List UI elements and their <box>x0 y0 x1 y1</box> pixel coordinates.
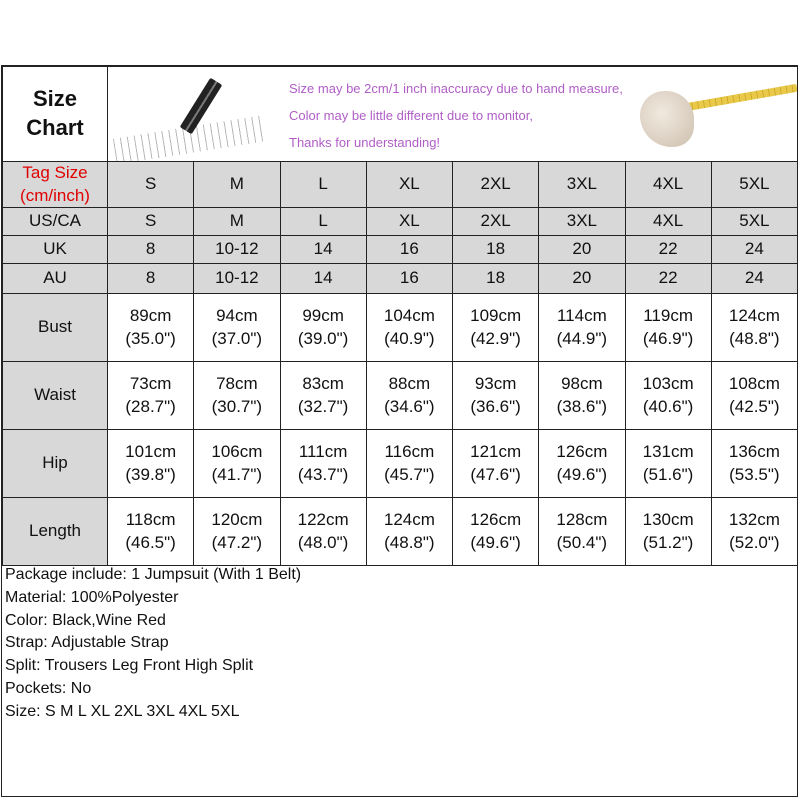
value-line: L <box>318 211 328 231</box>
value-cell <box>625 430 711 498</box>
value-line: (34.6") <box>384 396 435 416</box>
value-cell <box>194 264 280 294</box>
value-line: 106cm <box>211 442 263 462</box>
value-cell <box>280 208 366 236</box>
value-line: (42.5") <box>729 396 780 416</box>
size-chart <box>1 65 798 797</box>
value-cell <box>108 208 194 236</box>
notice-line: Size may be 2cm/1 inch inaccuracy due to hand measure, <box>289 81 623 96</box>
value-line: (53.5") <box>729 464 780 484</box>
value-line: 5XL <box>739 211 770 231</box>
measurement-row <box>3 264 798 294</box>
value-cell <box>108 430 194 498</box>
value-cell <box>366 430 452 498</box>
value-line: 8 <box>145 268 156 288</box>
value-cell <box>539 208 625 236</box>
size-table <box>2 66 798 566</box>
value-line: (48.8") <box>384 532 435 552</box>
value-cell <box>539 498 625 566</box>
value-cell <box>711 430 797 498</box>
value-line: (50.4") <box>556 532 608 552</box>
value-line: (47.6") <box>470 464 521 484</box>
info-line: Split: Trousers Leg Front High Split <box>5 657 254 675</box>
value-line: 116cm <box>384 442 435 462</box>
value-line: 73cm <box>129 374 172 394</box>
value-cell <box>194 208 280 236</box>
value-line: 18 <box>486 268 506 288</box>
value-cell <box>194 430 280 498</box>
value-line: 111cm <box>298 442 348 462</box>
title-line: Chart <box>26 115 84 140</box>
value-line: 119cm <box>643 306 693 326</box>
notice-banner <box>108 67 798 162</box>
value-line: 122cm <box>297 510 349 530</box>
value-cell <box>625 236 711 264</box>
value-cell <box>625 362 711 430</box>
value-cell <box>625 294 711 362</box>
value-line: (38.6") <box>556 396 608 416</box>
notice-line: Color may be little different due to monitor, <box>289 108 533 123</box>
value-line: 20 <box>572 239 592 259</box>
value-line: (30.7") <box>211 396 263 416</box>
header-row <box>3 67 798 162</box>
value-line: 24 <box>744 268 764 288</box>
value-line: (44.9") <box>556 328 608 348</box>
size-header-cell: M <box>194 162 280 208</box>
value-line: 104cm <box>383 306 435 326</box>
value-cell <box>453 498 539 566</box>
value-line: 118cm <box>125 510 176 530</box>
value-cell <box>711 294 797 362</box>
value-line: (43.7") <box>297 464 349 484</box>
value-line: (37.0") <box>211 328 263 348</box>
value-line: 99cm <box>302 306 344 326</box>
value-cell <box>539 236 625 264</box>
measurement-row <box>3 208 798 236</box>
value-line: 132cm <box>728 510 780 530</box>
value-cell <box>108 264 194 294</box>
value-line: (41.7") <box>211 464 263 484</box>
measurement-row <box>3 294 798 362</box>
size-header-cell: 4XL <box>625 162 711 208</box>
value-line: (48.8") <box>729 328 780 348</box>
value-line: (46.9") <box>642 328 694 348</box>
value-line: 22 <box>658 239 678 259</box>
value-cell <box>280 236 366 264</box>
value-line: XL <box>398 211 420 231</box>
value-line: 124cm <box>383 510 435 530</box>
value-line: (40.6") <box>642 396 694 416</box>
value-line: (39.8") <box>125 464 176 484</box>
size-header-cell: XL <box>366 162 452 208</box>
value-line: M <box>229 211 244 231</box>
value-cell <box>625 208 711 236</box>
tag-size-label-line: Tag Size <box>22 163 88 183</box>
value-line: 124cm <box>728 306 780 326</box>
value-line: 94cm <box>216 306 258 326</box>
value-cell <box>108 362 194 430</box>
value-line: 121cm <box>470 442 522 462</box>
value-line: 126cm <box>470 510 522 530</box>
value-cell <box>280 430 366 498</box>
measurement-row <box>3 430 798 498</box>
value-cell <box>711 208 797 236</box>
value-line: (40.9") <box>384 328 435 348</box>
value-cell <box>453 294 539 362</box>
value-cell <box>539 430 625 498</box>
size-header-cell: L <box>280 162 366 208</box>
value-line: 114cm <box>556 306 607 326</box>
value-cell <box>194 362 280 430</box>
value-line: 24 <box>744 239 764 259</box>
value-line: 120cm <box>211 510 263 530</box>
value-line: 131cm <box>642 442 694 462</box>
notice-line: Thanks for understanding! <box>289 135 441 150</box>
value-cell <box>539 362 625 430</box>
value-cell <box>108 294 194 362</box>
value-cell <box>539 264 625 294</box>
value-line: (49.6") <box>470 532 521 552</box>
value-cell <box>366 498 452 566</box>
value-line: (28.7") <box>125 396 176 416</box>
value-line: 136cm <box>728 442 780 462</box>
value-cell <box>453 362 539 430</box>
value-cell <box>711 498 797 566</box>
value-line: 2XL <box>480 211 511 231</box>
value-line: (47.2") <box>211 532 263 552</box>
value-cell <box>108 498 194 566</box>
value-cell <box>280 498 366 566</box>
info-line: Package include: 1 Jumpsuit (With 1 Belt) <box>5 566 302 583</box>
info-line: Size: S M L XL 2XL 3XL 4XL 5XL <box>5 702 240 720</box>
value-cell <box>366 362 452 430</box>
value-cell <box>366 236 452 264</box>
row-label: US/CA <box>3 208 108 236</box>
value-cell <box>366 294 452 362</box>
value-line: 78cm <box>216 374 258 394</box>
title-line: Size <box>32 86 78 112</box>
value-cell <box>453 430 539 498</box>
row-label: AU <box>3 264 108 294</box>
size-header-cell: 5XL <box>711 162 797 208</box>
info-line: Color: Black,Wine Red <box>5 611 166 629</box>
value-line: 22 <box>658 268 678 288</box>
value-line: 4XL <box>653 211 684 231</box>
value-line: 93cm <box>474 374 517 394</box>
value-line: 103cm <box>642 374 694 394</box>
value-cell <box>625 498 711 566</box>
value-line: 108cm <box>728 374 780 394</box>
value-cell <box>280 264 366 294</box>
value-line: (36.6") <box>470 396 521 416</box>
value-line: 101cm <box>125 442 177 462</box>
value-line: 10-12 <box>215 268 259 288</box>
value-line: 14 <box>313 268 333 288</box>
value-cell <box>711 264 797 294</box>
value-line: 88cm <box>388 374 431 394</box>
value-line: 128cm <box>556 510 608 530</box>
value-cell <box>280 294 366 362</box>
value-cell <box>711 236 797 264</box>
value-cell <box>366 208 452 236</box>
value-line: (51.6") <box>642 464 694 484</box>
value-line: 109cm <box>470 306 522 326</box>
value-line: 18 <box>486 239 506 259</box>
value-cell <box>194 294 280 362</box>
value-cell <box>194 498 280 566</box>
row-label: UK <box>3 236 108 264</box>
value-line: (52.0") <box>729 532 780 552</box>
value-cell <box>280 362 366 430</box>
row-label: Hip <box>3 430 108 498</box>
size-header-cell: 2XL <box>453 162 539 208</box>
tag-size-label-line: (cm/inch) <box>20 185 90 205</box>
value-line: (51.2") <box>642 532 694 552</box>
value-line: (48.0") <box>297 532 349 552</box>
value-line: (49.6") <box>556 464 608 484</box>
measurement-row <box>3 498 798 566</box>
value-cell <box>625 264 711 294</box>
product-info <box>5 564 301 724</box>
value-line: 10-12 <box>215 239 259 259</box>
measurement-row <box>3 362 798 430</box>
hand-illustration <box>640 91 694 147</box>
row-label: Bust <box>3 294 108 362</box>
tag-size-row <box>3 162 798 208</box>
info-line: Material: 100%Polyester <box>5 588 179 606</box>
value-line: S <box>144 211 157 231</box>
value-line: (32.7") <box>297 396 349 416</box>
value-line: (46.5") <box>125 532 176 552</box>
row-label: Length <box>3 498 108 566</box>
row-label: Waist <box>3 362 108 430</box>
value-line: 3XL <box>566 211 597 231</box>
value-line: 8 <box>145 239 156 259</box>
value-cell <box>453 236 539 264</box>
value-cell <box>711 362 797 430</box>
value-line: 20 <box>572 268 592 288</box>
value-line: 126cm <box>556 442 608 462</box>
value-line: (42.9") <box>470 328 521 348</box>
value-cell <box>539 294 625 362</box>
tag-size-label <box>3 162 108 208</box>
value-line: 130cm <box>642 510 694 530</box>
value-line: 16 <box>399 239 419 259</box>
value-cell <box>453 264 539 294</box>
value-line: (45.7") <box>384 464 435 484</box>
value-cell <box>194 236 280 264</box>
info-line: Strap: Adjustable Strap <box>5 634 169 652</box>
chart-title <box>3 67 108 162</box>
value-cell <box>366 264 452 294</box>
value-line: 83cm <box>302 374 344 394</box>
value-cell <box>453 208 539 236</box>
value-line: 14 <box>313 239 333 259</box>
size-header-cell: S <box>108 162 194 208</box>
value-line: 16 <box>399 268 419 288</box>
value-line: (35.0") <box>125 328 176 348</box>
value-cell <box>108 236 194 264</box>
info-line: Pockets: No <box>5 679 92 697</box>
value-line: 89cm <box>129 306 172 326</box>
measurement-row <box>3 236 798 264</box>
size-header-cell: 3XL <box>539 162 625 208</box>
value-line: 98cm <box>561 374 603 394</box>
value-line: (39.0") <box>297 328 349 348</box>
